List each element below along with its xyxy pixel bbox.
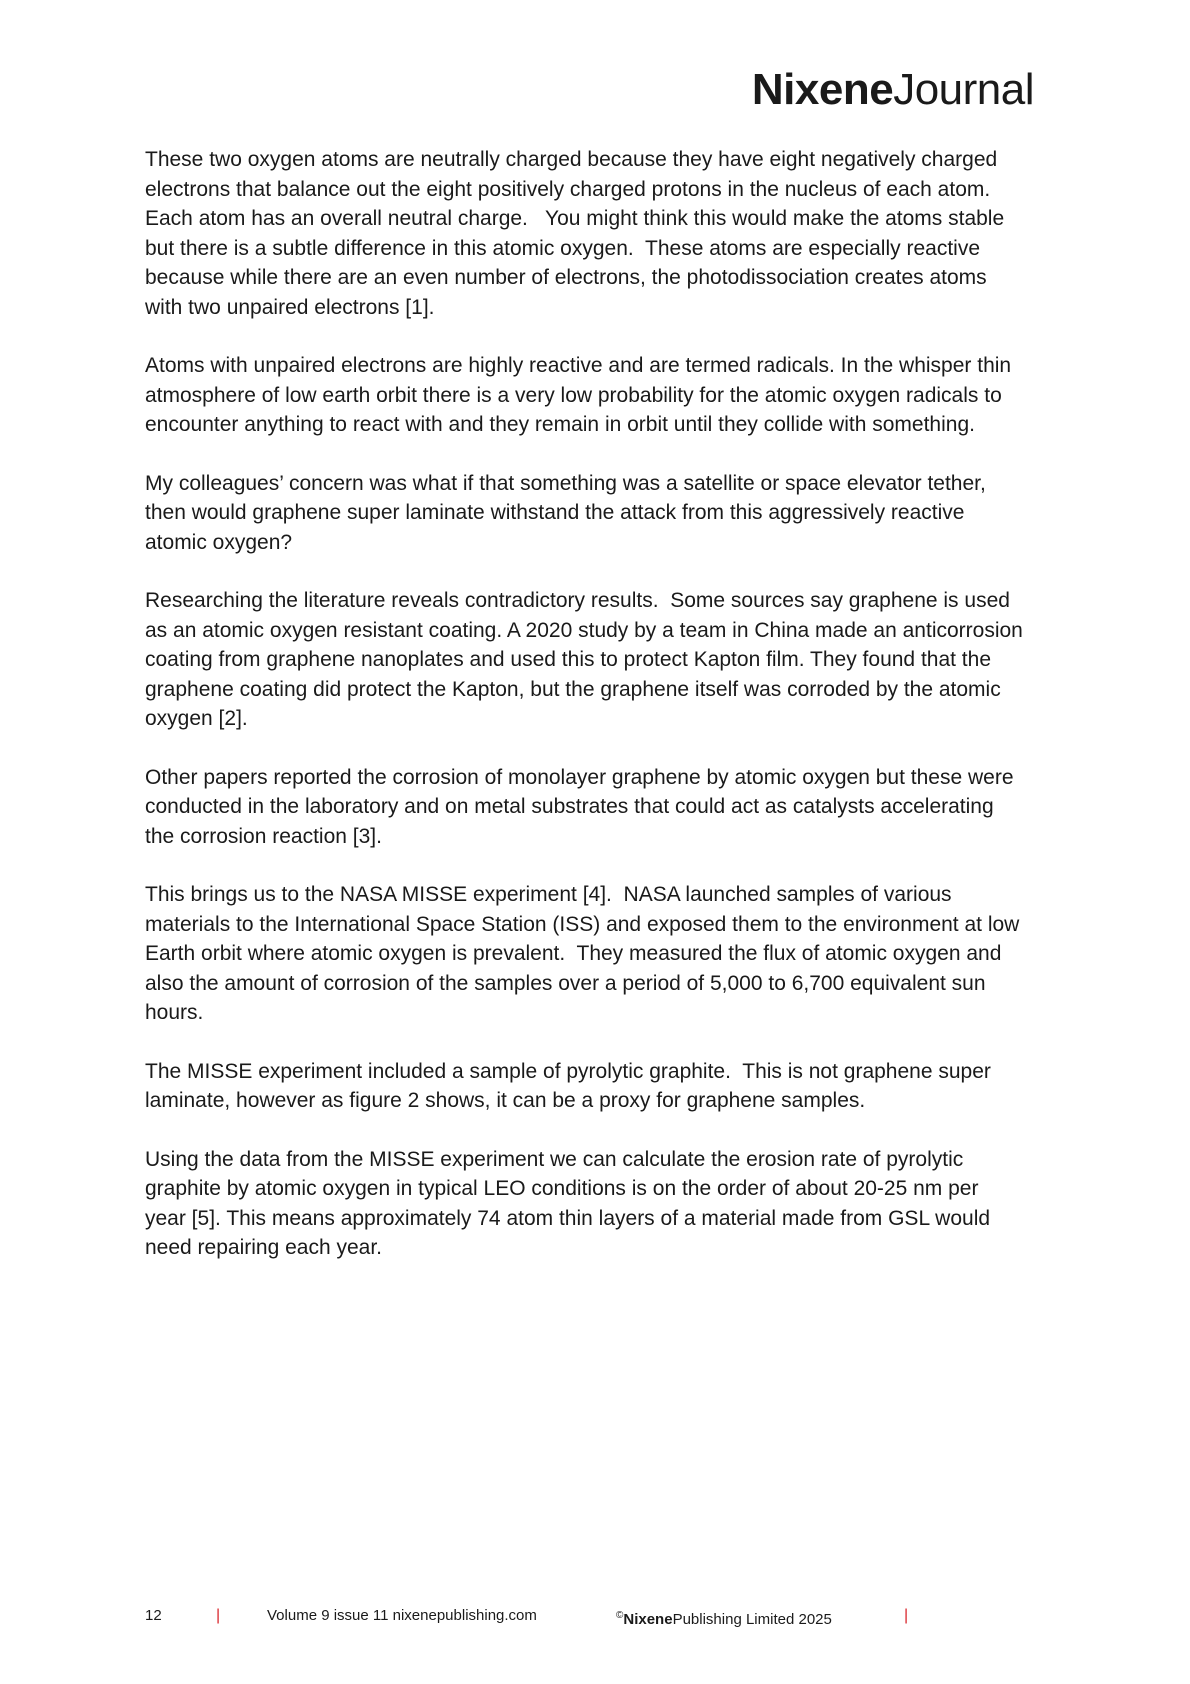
page-footer: [145, 1606, 1045, 1626]
paragraph-2: Atoms with unpaired electrons are highly reactive and are termed radicals. In the whisper thin atmosphere of low earth orbit there is a very low probability for the atomic oxygen radicals to encounter anything to react with and they remain in orbit until they collide with something.: [145, 354, 1017, 436]
copyright-brand: Nixene: [623, 1611, 673, 1628]
masthead-word: Journal: [893, 65, 1034, 114]
copyright-notice: [616, 1606, 832, 1630]
journal-masthead: [751, 65, 1034, 114]
article-body: [145, 145, 1029, 1292]
paragraph-5: Other papers reported the corrosion of monolayer graphene by atomic oxygen but these were conducted in the laboratory and on metal substrates that could act as catalysts accelerating the corrosion reaction [3].: [145, 765, 1020, 848]
copyright-symbol: ©: [616, 1610, 624, 1621]
footer-separator-end: |: [904, 1607, 909, 1624]
paragraph-1: These two oxygen atoms are neutrally charged because they have eight negatively charged electrons that balance out the eight positively charged protons in the nucleus of each atom. Each atom has an overall neutral charge. You might think this would make the atoms stable but there is a subtle difference in this atomic oxygen. These atoms are especially reactive because while there are an even number of electrons, the photodissociation creates atoms with two unpaired electrons [1].: [145, 148, 1010, 319]
masthead-brand: Nixene: [751, 65, 894, 114]
paragraph-7: The MISSE experiment included a sample of pyrolytic graphite. This is not graphene super laminate, however as figure 2 shows, it can be a proxy for graphene samples.: [145, 1059, 997, 1112]
paragraph-3: My colleagues’ concern was what if that something was a satellite or space elevator tether, then would graphene super laminate withstand the attack from this aggressively reactive atomic oxygen?: [145, 471, 992, 554]
page-number: 12: [145, 1607, 162, 1624]
paragraph-8: Using the data from the MISSE experiment we can calculate the erosion rate of pyrolytic graphite by atomic oxygen in typical LEO conditions is on the order of about 20-25 nm per year [5]. This means approximately 74 atom thin layers of a material made from GSL would need repairing each year.: [145, 1147, 996, 1259]
volume-info: Volume 9 issue 11 nixenepublishing.com: [267, 1607, 537, 1624]
copyright-text: Publishing Limited 2025: [672, 1611, 832, 1628]
paragraph-6: This brings us to the NASA MISSE experiment [4]. NASA launched samples of various materials to the International Space Station (ISS) and exposed them to the environment at low Earth orbit where atomic oxygen is prevalent. They measured the flux of atomic oxygen and also the amount of corrosion of the samples over a period of 5,000 to 6,700 equivalent sun hours.: [145, 883, 1026, 1024]
paragraph-4: Researching the literature reveals contradictory results. Some sources say graphene is used as an atomic oxygen resistant coating. A 2020 study by a team in China made an anticorrosion coating from graphene nanoplates and used this to protect Kapton film. They found that the graphene coating did protect the Kapton, but the graphene itself was corroded by the atomic oxygen [2].: [145, 589, 1029, 730]
footer-separator: |: [216, 1607, 221, 1624]
